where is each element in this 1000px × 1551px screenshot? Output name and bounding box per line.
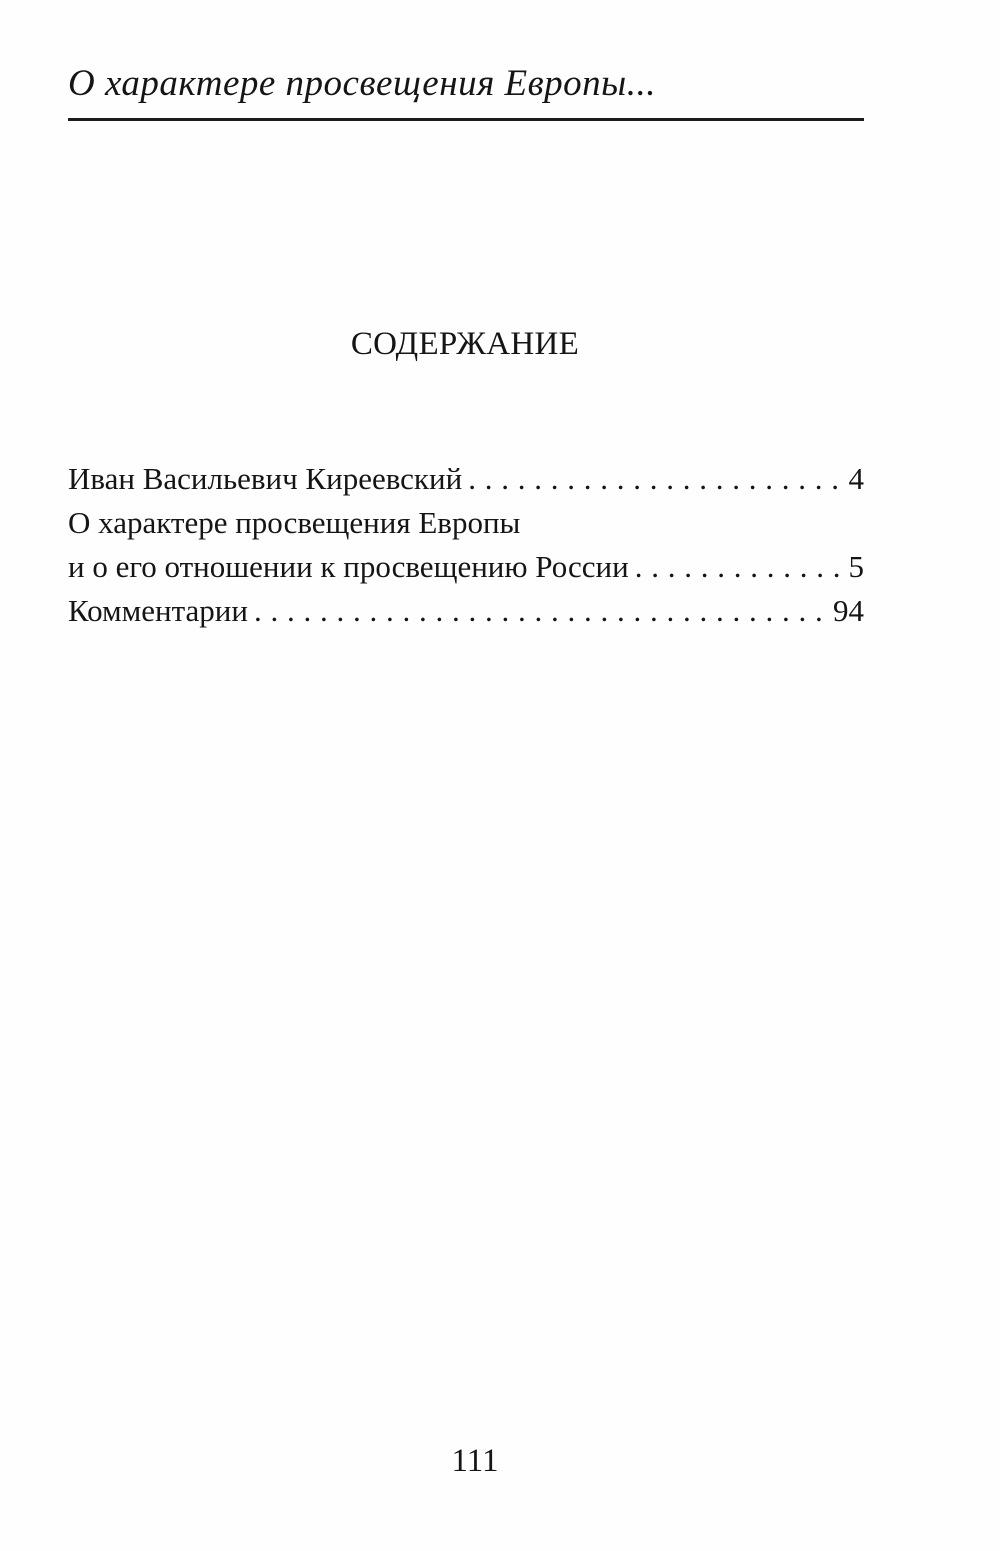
dot-leader	[468, 457, 846, 501]
toc-entry-main-text	[68, 501, 864, 589]
page-number: 111	[451, 1443, 499, 1479]
toc-line	[68, 501, 864, 545]
dot-leader	[254, 589, 831, 633]
toc-entry-page: 5	[848, 549, 864, 584]
toc-entry-title: Комментарии	[68, 593, 248, 628]
toc-line	[68, 545, 864, 589]
toc-entry-kireevsky	[68, 457, 864, 501]
toc-title: СОДЕРЖАНИЕ	[350, 326, 580, 362]
toc-line	[68, 589, 864, 633]
running-head: О характере просвещения Европы...	[68, 63, 656, 104]
toc-entry-comments	[68, 589, 864, 633]
dot-leader	[635, 545, 847, 589]
toc-entry-title: Иван Васильевич Киреевский	[68, 461, 463, 496]
table-of-contents	[68, 457, 864, 633]
toc-line	[68, 457, 864, 501]
toc-entry-title: О характере просвещения Европы	[68, 505, 521, 540]
header-rule	[68, 118, 864, 121]
toc-entry-page: 4	[848, 461, 864, 496]
toc-entry-page: 94	[833, 593, 864, 628]
toc-entry-title-continued: и о его отношении к просвещению России	[68, 549, 629, 584]
